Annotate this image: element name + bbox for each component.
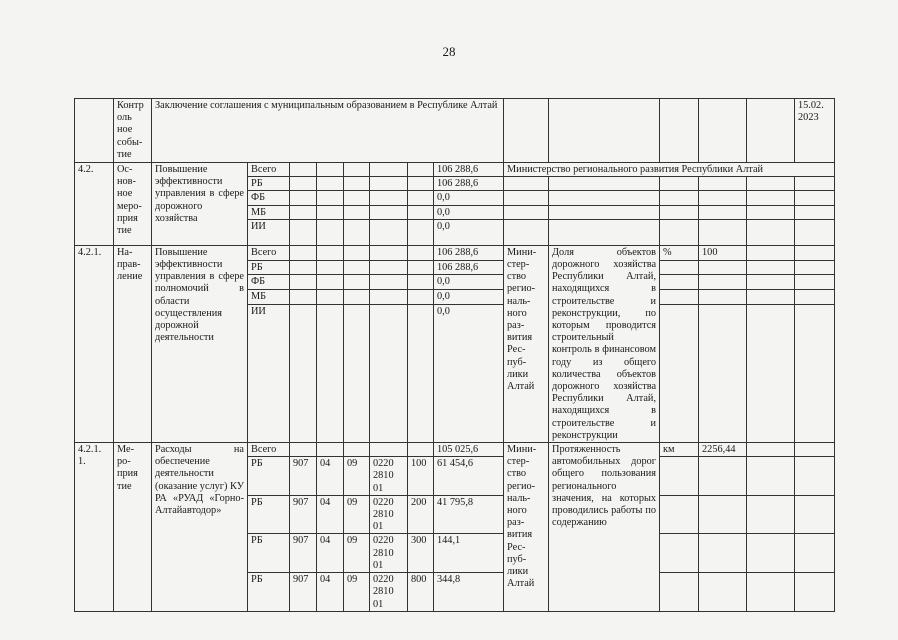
empty-cell <box>317 191 344 205</box>
rz-code: 04 <box>317 495 344 534</box>
empty-cell <box>660 305 699 443</box>
csr-code: 0220 2810 01 <box>370 495 408 534</box>
empty-cell <box>290 260 317 275</box>
csr-code: 0220 2810 01 <box>370 534 408 573</box>
amount: 61 454,6 <box>434 457 504 496</box>
program-table <box>74 98 835 612</box>
row-number: 4.2.1. <box>75 245 114 442</box>
empty-cell <box>408 260 434 275</box>
grbs-code: 907 <box>290 534 317 573</box>
row-text: Заключение соглашения с муниципальным образованием в Республике Алтай <box>152 99 504 163</box>
empty-cell <box>408 219 434 245</box>
empty-cell <box>795 534 835 573</box>
empty-cell <box>317 177 344 191</box>
funding-source: РБ <box>248 534 290 573</box>
funding-source: РБ <box>248 457 290 496</box>
empty-cell <box>795 305 835 443</box>
empty-cell <box>699 191 747 205</box>
rz-code: 04 <box>317 457 344 496</box>
empty-cell <box>344 177 370 191</box>
row-date: 15.02. 2023 <box>795 99 835 163</box>
amount: 344,8 <box>434 573 504 612</box>
empty-cell <box>660 177 699 191</box>
empty-cell <box>660 219 699 245</box>
empty-cell <box>795 260 835 275</box>
amount: 0,0 <box>434 290 504 305</box>
row-type: Ос- нов- ное меро- прия тие <box>114 163 152 246</box>
empty-cell <box>549 99 660 163</box>
empty-cell <box>317 290 344 305</box>
empty-cell <box>290 191 317 205</box>
row-name: Повышение эффективности управления в сфере полномочий в области осуществления дорожной деятельности <box>152 245 248 442</box>
empty-cell <box>699 305 747 443</box>
empty-cell <box>290 275 317 290</box>
empty-cell <box>408 245 434 260</box>
amount: 0,0 <box>434 305 504 443</box>
table-row <box>75 163 835 177</box>
empty-cell <box>344 219 370 245</box>
empty-cell <box>290 245 317 260</box>
empty-cell <box>747 275 795 290</box>
row-type: Контроль ное собы- тие <box>114 99 152 163</box>
funding-source: Всего <box>248 245 290 260</box>
empty-cell <box>504 219 549 245</box>
empty-cell <box>370 177 408 191</box>
empty-cell <box>747 260 795 275</box>
funding-source: РБ <box>248 177 290 191</box>
empty-cell <box>344 443 370 457</box>
empty-cell <box>370 305 408 443</box>
vr-code: 300 <box>408 534 434 573</box>
empty-cell <box>795 495 835 534</box>
empty-cell <box>795 205 835 219</box>
empty-cell <box>370 191 408 205</box>
empty-cell <box>699 534 747 573</box>
executor: Министерство регионального развития Республики Алтай <box>504 163 835 177</box>
funding-source: РБ <box>248 573 290 612</box>
empty-cell <box>699 573 747 612</box>
funding-source: ИИ <box>248 219 290 245</box>
pr-code: 09 <box>344 457 370 496</box>
empty-cell <box>344 191 370 205</box>
table-row <box>75 245 835 260</box>
empty-cell <box>408 163 434 177</box>
indicator-value: 100 <box>699 245 747 260</box>
empty-cell <box>408 305 434 443</box>
empty-cell <box>747 290 795 305</box>
empty-cell <box>370 245 408 260</box>
grbs-code: 907 <box>290 573 317 612</box>
amount: 144,1 <box>434 534 504 573</box>
empty-cell <box>317 260 344 275</box>
funding-source: МБ <box>248 205 290 219</box>
empty-cell <box>408 205 434 219</box>
empty-cell <box>660 457 699 496</box>
row-type: Ме- ро- прия тие <box>114 443 152 612</box>
empty-cell <box>290 205 317 219</box>
empty-cell <box>747 305 795 443</box>
empty-cell <box>699 219 747 245</box>
executor: Мини- стер- ство регио- наль- ного раз- вития Рес- пуб- лики Алтай <box>504 245 549 442</box>
rz-code: 04 <box>317 534 344 573</box>
empty-cell <box>699 290 747 305</box>
empty-cell <box>408 443 434 457</box>
empty-cell <box>660 205 699 219</box>
row-type: На- прав- ление <box>114 245 152 442</box>
empty-cell <box>344 205 370 219</box>
empty-cell <box>317 163 344 177</box>
empty-cell <box>504 99 549 163</box>
empty-cell <box>370 219 408 245</box>
amount: 106 288,6 <box>434 260 504 275</box>
empty-cell <box>344 275 370 290</box>
empty-cell <box>344 245 370 260</box>
empty-cell <box>747 534 795 573</box>
empty-cell <box>747 443 795 457</box>
empty-cell <box>747 495 795 534</box>
empty-cell <box>344 305 370 443</box>
empty-cell <box>290 219 317 245</box>
empty-cell <box>317 219 344 245</box>
empty-cell <box>699 275 747 290</box>
empty-cell <box>795 457 835 496</box>
empty-cell <box>795 177 835 191</box>
amount: 0,0 <box>434 275 504 290</box>
empty-cell <box>290 163 317 177</box>
empty-cell <box>408 290 434 305</box>
amount: 106 288,6 <box>434 163 504 177</box>
empty-cell <box>747 99 795 163</box>
empty-cell <box>699 205 747 219</box>
empty-cell <box>795 245 835 260</box>
amount: 41 795,8 <box>434 495 504 534</box>
page-number: 28 <box>442 44 456 59</box>
empty-cell <box>549 177 660 191</box>
empty-cell <box>660 290 699 305</box>
row-number: 4.2.1. 1. <box>75 443 114 612</box>
empty-cell <box>317 245 344 260</box>
pr-code: 09 <box>344 534 370 573</box>
empty-cell <box>504 205 549 219</box>
empty-cell <box>317 205 344 219</box>
empty-cell <box>344 290 370 305</box>
empty-cell <box>795 191 835 205</box>
empty-cell <box>660 260 699 275</box>
empty-cell <box>795 290 835 305</box>
empty-cell <box>290 290 317 305</box>
vr-code: 100 <box>408 457 434 496</box>
rz-code: 04 <box>317 573 344 612</box>
empty-cell <box>370 275 408 290</box>
empty-cell <box>290 177 317 191</box>
row-name: Повышение эффективности управления в сфере дорожного хозяйства <box>152 163 248 246</box>
empty-cell <box>504 191 549 205</box>
empty-cell <box>660 573 699 612</box>
executor: Мини- стер- ство регио- наль- ного раз- вития Рес- пуб- лики Алтай <box>504 443 549 612</box>
empty-cell <box>549 205 660 219</box>
grbs-code: 907 <box>290 457 317 496</box>
empty-cell <box>370 290 408 305</box>
empty-cell <box>660 534 699 573</box>
funding-source: ИИ <box>248 305 290 443</box>
funding-source: Всего <box>248 443 290 457</box>
empty-cell <box>795 219 835 245</box>
empty-cell <box>408 191 434 205</box>
empty-cell <box>795 443 835 457</box>
empty-cell <box>747 205 795 219</box>
funding-source: РБ <box>248 495 290 534</box>
indicator-unit: % <box>660 245 699 260</box>
empty-cell <box>290 443 317 457</box>
indicator-unit: км <box>660 443 699 457</box>
table-row <box>75 443 835 457</box>
empty-cell <box>699 495 747 534</box>
amount: 106 288,6 <box>434 177 504 191</box>
empty-cell <box>747 573 795 612</box>
funding-source: Всего <box>248 163 290 177</box>
vr-code: 200 <box>408 495 434 534</box>
indicator-name: Доля объектов дорожного хозяйства Республики Алтай, находящихся в строительстве и реконструкции, по которым проводится строительный контроль в финансовом году из общего количества объектов дорожного хозяйства Республики Алтай, находящихся в строительстве и реконструкции <box>549 245 660 442</box>
empty-cell <box>747 177 795 191</box>
empty-cell <box>344 163 370 177</box>
empty-cell <box>699 99 747 163</box>
funding-source: ФБ <box>248 191 290 205</box>
empty-cell <box>699 260 747 275</box>
amount: 0,0 <box>434 191 504 205</box>
vr-code: 800 <box>408 573 434 612</box>
empty-cell <box>660 99 699 163</box>
empty-cell <box>408 275 434 290</box>
amount: 0,0 <box>434 219 504 245</box>
amount: 105 025,6 <box>434 443 504 457</box>
empty-cell <box>370 443 408 457</box>
empty-cell <box>370 163 408 177</box>
funding-source: ФБ <box>248 275 290 290</box>
empty-cell <box>795 573 835 612</box>
empty-cell <box>660 191 699 205</box>
empty-cell <box>747 245 795 260</box>
csr-code: 0220 2810 01 <box>370 457 408 496</box>
empty-cell <box>747 191 795 205</box>
funding-source: МБ <box>248 290 290 305</box>
empty-cell <box>549 219 660 245</box>
empty-cell <box>549 191 660 205</box>
funding-source: РБ <box>248 260 290 275</box>
row-name: Расходы на обеспечение деятельности (оказание услуг) КУ РА «РУАД «Горно-Алтайавтодор» <box>152 443 248 612</box>
empty-cell <box>747 457 795 496</box>
amount: 106 288,6 <box>434 245 504 260</box>
empty-cell <box>747 219 795 245</box>
empty-cell <box>317 275 344 290</box>
empty-cell <box>370 205 408 219</box>
row-number: 4.2. <box>75 163 114 246</box>
empty-cell <box>290 305 317 443</box>
empty-cell <box>504 177 549 191</box>
empty-cell <box>699 457 747 496</box>
empty-cell <box>370 260 408 275</box>
empty-cell <box>660 495 699 534</box>
empty-cell <box>408 177 434 191</box>
empty-cell <box>317 443 344 457</box>
pr-code: 09 <box>344 573 370 612</box>
empty-cell <box>317 305 344 443</box>
control-event-row <box>75 99 835 163</box>
empty-cell <box>795 275 835 290</box>
empty-cell <box>660 275 699 290</box>
empty-cell <box>344 260 370 275</box>
grbs-code: 907 <box>290 495 317 534</box>
indicator-value: 2256,44 <box>699 443 747 457</box>
empty-cell <box>699 177 747 191</box>
pr-code: 09 <box>344 495 370 534</box>
indicator-name: Протяженность автомобильных дорог общего пользования регионального значения, на которых проводились работы по содержанию <box>549 443 660 612</box>
csr-code: 0220 2810 01 <box>370 573 408 612</box>
amount: 0,0 <box>434 205 504 219</box>
empty-cell <box>75 99 114 163</box>
